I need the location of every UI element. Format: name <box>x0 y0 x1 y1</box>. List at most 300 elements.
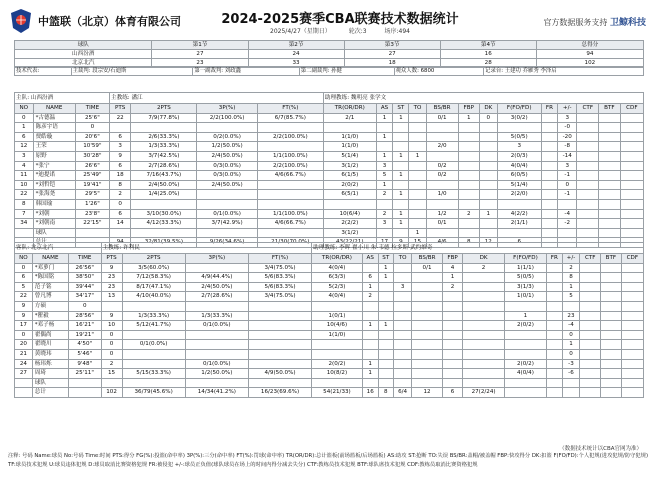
stat-cell <box>409 209 426 219</box>
player-name: *迪提诺 <box>33 171 75 181</box>
stat-cell: 6 <box>15 132 34 142</box>
stat-cell: 7/12(58.3%) <box>122 273 185 283</box>
stat-cell <box>378 311 393 321</box>
stat-cell: 2(2/2) <box>323 219 376 229</box>
stat-cell <box>601 263 622 273</box>
stat-cell <box>621 301 643 311</box>
stat-cell: 26'6" <box>75 161 109 171</box>
stat-cell <box>393 132 409 142</box>
stat-cell <box>541 228 557 238</box>
stat-cell: 9 <box>15 311 33 321</box>
player-row <box>15 282 644 292</box>
stat-cell: 4/6(66.7%) <box>257 171 323 181</box>
stat-cell: 0 <box>75 123 109 133</box>
stat-cell: 18 <box>110 171 131 181</box>
stat-cell: 2(0/2) <box>312 359 363 369</box>
player-name: 总计 <box>33 238 75 248</box>
stat-cell <box>248 359 311 369</box>
score-cell: 18 <box>344 59 440 68</box>
stat-cell <box>577 209 599 219</box>
stat-cell <box>497 228 541 238</box>
stat-cell <box>412 378 442 388</box>
stat-cell: 4/9(50.0%) <box>248 369 311 379</box>
stat-cell: 0/1 <box>426 113 458 123</box>
stat-cell <box>620 209 643 219</box>
column-header: AS <box>376 104 393 114</box>
column-header: +/- <box>562 254 580 264</box>
stat-cell <box>580 292 601 302</box>
stat-cell: -20 <box>558 132 577 142</box>
stat-cell <box>480 190 498 200</box>
report-header <box>0 0 660 40</box>
stat-cell <box>541 113 557 123</box>
official-cell: 记录台: 王建功 乔雁秀 李泽启 <box>484 67 644 76</box>
stat-cell: 1/2 <box>426 209 458 219</box>
stat-cell: 9 <box>15 301 33 311</box>
stat-cell: 12 <box>480 238 498 248</box>
stat-cell: 0/1 <box>426 219 458 229</box>
column-header: PTS <box>101 254 122 264</box>
stat-cell <box>621 369 643 379</box>
stat-cell <box>426 180 458 190</box>
stat-cell: 2 <box>362 292 378 302</box>
column-header: BS/BR <box>426 104 458 114</box>
player-row <box>15 113 644 123</box>
stat-cell <box>577 142 599 152</box>
stat-cell <box>599 180 621 190</box>
stat-cell <box>362 301 378 311</box>
stat-cell <box>376 199 393 209</box>
stat-cell: 1 <box>378 273 393 283</box>
stat-cell: 1(1/0) <box>312 330 363 340</box>
stat-cell <box>599 123 621 133</box>
column-header: FR <box>541 104 557 114</box>
stat-cell <box>323 199 376 209</box>
stat-cell: 11 <box>15 171 34 181</box>
column-header: 2PTS <box>131 104 197 114</box>
stat-cell <box>409 123 426 133</box>
stat-cell <box>442 311 463 321</box>
stat-cell: 1 <box>376 180 393 190</box>
stat-cell <box>621 359 643 369</box>
stat-cell <box>599 190 621 200</box>
stat-cell <box>393 340 411 350</box>
stat-cell: 1 <box>376 151 393 161</box>
stat-cell <box>362 349 378 359</box>
score-cell: 24 <box>248 50 344 59</box>
stat-cell <box>480 219 498 229</box>
stat-cell <box>257 123 323 133</box>
stat-cell <box>547 311 562 321</box>
stat-cell <box>577 161 599 171</box>
column-header: BTF <box>601 254 622 264</box>
stat-cell: 0/2 <box>426 161 458 171</box>
stat-cell <box>393 321 411 331</box>
stat-cell: 1 <box>393 190 409 200</box>
stat-cell <box>248 330 311 340</box>
stat-cell <box>580 273 601 283</box>
stat-cell: 23 <box>101 282 122 292</box>
legend <box>8 452 656 470</box>
stat-cell: 27(2/24) <box>463 388 504 398</box>
stat-cell: 2/4(50.0%) <box>197 151 257 161</box>
stat-cell: 26'56" <box>68 263 101 273</box>
stat-cell <box>393 330 411 340</box>
stat-cell: 1/4(25.0%) <box>131 190 197 200</box>
stat-cell <box>541 161 557 171</box>
stat-cell <box>257 199 323 209</box>
stat-cell: 10(6/4) <box>323 209 376 219</box>
stat-cell: 5/6(83.3%) <box>248 273 311 283</box>
stat-cell: 1 <box>378 321 393 331</box>
player-row <box>15 142 644 152</box>
stat-cell: 1 <box>442 273 463 283</box>
stat-cell <box>504 388 546 398</box>
stat-cell <box>248 321 311 331</box>
player-row <box>15 349 644 359</box>
stat-cell: 1(0/1) <box>312 311 363 321</box>
stat-cell <box>621 273 643 283</box>
stat-cell <box>577 228 599 238</box>
column-header: ST <box>393 104 409 114</box>
player-row <box>15 132 644 142</box>
team-name: 北京北汽 <box>15 59 152 68</box>
stat-cell: 6 <box>497 238 541 248</box>
stat-cell <box>601 340 622 350</box>
player-row <box>15 311 644 321</box>
player-row <box>15 209 644 219</box>
official-cell: 第二副裁判: 孙健 <box>299 67 394 76</box>
stat-cell <box>426 151 458 161</box>
stat-cell <box>426 123 458 133</box>
official-cell: 主裁判: 段宗安/石迪斯 <box>71 67 193 76</box>
stat-cell: 2/7(28.6%) <box>131 161 197 171</box>
stat-cell: 0/1(0.0%) <box>185 359 248 369</box>
stat-cell: 5/6(83.3%) <box>248 282 311 292</box>
stat-cell: 3 <box>110 142 131 152</box>
column-header: FBP <box>442 254 463 264</box>
stat-cell: 7/9(77.8%) <box>131 113 197 123</box>
stat-cell <box>110 228 131 238</box>
stat-cell <box>442 301 463 311</box>
player-name: 曾凡博 <box>32 292 68 302</box>
stat-cell: 6/4 <box>393 388 411 398</box>
stat-cell: 6 <box>110 132 131 142</box>
column-header: 2PTS <box>122 254 185 264</box>
stat-cell <box>393 311 411 321</box>
stat-cell <box>248 301 311 311</box>
score-cell: 27 <box>344 50 440 59</box>
column-header: NO <box>15 254 33 264</box>
stat-cell: 3(1/2) <box>323 161 376 171</box>
stat-cell: 4/12(33.3%) <box>131 219 197 229</box>
column-header: BTF <box>599 104 621 114</box>
stat-cell: 10(8/2) <box>312 369 363 379</box>
stat-cell: 9 <box>101 263 122 273</box>
stat-cell: 2(1/1) <box>497 219 541 229</box>
stat-cell <box>504 340 546 350</box>
stat-cell: 4 <box>15 161 34 171</box>
stat-cell: 1 <box>409 151 426 161</box>
stat-cell: 2(0/3) <box>497 151 541 161</box>
stat-cell <box>362 311 378 321</box>
stat-cell <box>458 132 480 142</box>
stat-cell: 3 <box>497 142 541 152</box>
stat-cell: 14/34(41.2%) <box>185 388 248 398</box>
stat-cell <box>393 359 411 369</box>
stat-cell <box>580 388 601 398</box>
stat-cell <box>458 171 480 181</box>
player-name: *陈国铭 <box>32 273 68 283</box>
stat-cell <box>541 180 557 190</box>
stat-cell <box>621 292 643 302</box>
stat-cell <box>547 378 562 388</box>
stat-cell: -4 <box>558 209 577 219</box>
stat-cell <box>562 388 580 398</box>
stat-cell <box>185 340 248 350</box>
stat-cell: 36/79(45.6%) <box>122 388 185 398</box>
stat-cell: 4(0/4) <box>312 292 363 302</box>
game-meta <box>220 26 460 35</box>
stat-cell <box>68 388 101 398</box>
stat-cell: -6 <box>562 369 580 379</box>
stat-cell <box>412 311 442 321</box>
player-row <box>15 263 644 273</box>
stat-cell: 8 <box>15 199 34 209</box>
player-row <box>15 190 644 200</box>
stat-cell <box>122 349 185 359</box>
stat-cell <box>463 330 504 340</box>
stat-cell: 6(0/5) <box>497 171 541 181</box>
head-coach: 主教练: 潘江 <box>110 93 324 104</box>
stat-cell: 43(22/21) <box>323 238 376 248</box>
stat-cell: 17 <box>15 321 33 331</box>
game-date: 2025/4/27（星期日） <box>270 28 331 35</box>
stat-cell: 3/7(42.5%) <box>131 151 197 161</box>
stat-cell: 5/12(41.7%) <box>122 321 185 331</box>
stat-cell: 9 <box>101 311 122 321</box>
stat-cell: 0 <box>15 330 33 340</box>
stat-cell: 1 <box>562 340 580 350</box>
stat-cell: 3 <box>376 219 393 229</box>
stat-cell <box>620 151 643 161</box>
stat-cell <box>620 123 643 133</box>
stat-cell <box>558 199 577 209</box>
stat-cell <box>412 330 442 340</box>
stat-cell <box>442 292 463 302</box>
stat-cell <box>463 378 504 388</box>
stat-cell: 15 <box>101 369 122 379</box>
player-row <box>15 151 644 161</box>
stat-cell <box>312 378 363 388</box>
legend-line-2: TF:球员技术犯规 U:球员违体犯规 D:球员取消比赛资格犯规 FR:被侵犯 +/-:球员正负值(球队球员在场上的时间内得分减去失分) CTF:教练员技术犯规 BTF:球队席技术犯规 CDF:教练员取消比赛资格犯规 <box>8 462 478 468</box>
column-header-row <box>15 254 644 264</box>
stat-cell <box>257 142 323 152</box>
stat-cell: 0 <box>480 113 498 123</box>
stat-cell <box>620 219 643 229</box>
stat-cell: 2(0/2) <box>504 321 546 331</box>
stat-cell: 0 <box>562 330 580 340</box>
player-name: *邓子杨 <box>32 321 68 331</box>
stat-cell <box>376 228 393 238</box>
stat-cell <box>601 311 622 321</box>
stat-cell: 2(2/0) <box>497 190 541 200</box>
stat-cell <box>580 321 601 331</box>
quarter-score-table <box>14 40 644 68</box>
stat-cell <box>442 321 463 331</box>
stat-cell <box>577 151 599 161</box>
stat-cell: 39'44" <box>68 282 101 292</box>
stat-cell <box>248 349 311 359</box>
stat-cell: 28'56" <box>68 311 101 321</box>
stat-cell <box>580 263 601 273</box>
stat-cell <box>480 171 498 181</box>
stat-cell: -8 <box>558 142 577 152</box>
stat-cell <box>442 340 463 350</box>
stat-cell: 19'41" <box>75 180 109 190</box>
stat-cell: 2/0 <box>426 142 458 152</box>
stat-cell <box>458 219 480 229</box>
stat-cell <box>378 359 393 369</box>
stat-cell: 25'11" <box>68 369 101 379</box>
score-cell: 33 <box>248 59 344 68</box>
stat-cell <box>393 161 409 171</box>
stat-cell <box>442 359 463 369</box>
stat-cell <box>376 123 393 133</box>
stat-cell <box>101 301 122 311</box>
stat-cell <box>541 132 557 142</box>
stat-cell: -1 <box>558 190 577 200</box>
assistant-coaches: 助理教练: 魏明亮 张学文 <box>323 93 643 104</box>
player-row <box>15 321 644 331</box>
stat-cell: 2/1 <box>323 113 376 123</box>
stat-cell <box>601 378 622 388</box>
stat-cell: 5 <box>562 292 580 302</box>
stat-cell: 3/7(42.9%) <box>197 219 257 229</box>
stat-cell: 3 <box>15 151 34 161</box>
stat-cell <box>547 282 562 292</box>
column-header: TIME <box>75 104 109 114</box>
stat-cell: 1(1/0) <box>323 132 376 142</box>
stat-cell <box>541 209 557 219</box>
stat-cell <box>599 142 621 152</box>
officials-row <box>15 67 644 76</box>
away-team-box-score <box>14 242 644 398</box>
stat-cell: 8 <box>110 180 131 190</box>
stat-cell: 12 <box>412 388 442 398</box>
team-label: 客队: 北京北汽 <box>15 243 102 254</box>
stat-cell: 0 <box>101 330 122 340</box>
stat-cell: 16 <box>362 388 378 398</box>
stat-cell <box>312 340 363 350</box>
stat-cell: 0 <box>68 301 101 311</box>
stat-cell <box>323 123 376 133</box>
team-header-row <box>15 93 644 104</box>
stat-cell <box>601 369 622 379</box>
stat-cell: 54(21/33) <box>312 388 363 398</box>
score-cell: 16 <box>440 50 536 59</box>
stat-cell <box>547 349 562 359</box>
stat-cell: 2 <box>442 282 463 292</box>
stat-cell: 16/23(69.6%) <box>248 388 311 398</box>
player-row <box>15 219 644 229</box>
column-header: PTS <box>110 104 131 114</box>
stat-cell: 1/3(33.3%) <box>122 311 185 321</box>
column-header: NO <box>15 104 34 114</box>
stat-cell <box>601 330 622 340</box>
stat-cell: 5 <box>376 171 393 181</box>
stat-cell: 2/4(50.0%) <box>185 282 248 292</box>
player-name: 翟晓川 <box>32 340 68 350</box>
stat-cell <box>621 340 643 350</box>
stat-cell: 8 <box>378 388 393 398</box>
game-round: 轮次:3 <box>348 28 367 35</box>
stat-cell <box>547 292 562 302</box>
stat-cell <box>621 388 643 398</box>
stat-cell: 1/0 <box>426 190 458 200</box>
stat-cell: 20 <box>15 340 33 350</box>
stat-cell: 19'21" <box>68 330 101 340</box>
stat-cell: 13 <box>101 292 122 302</box>
stat-cell: 5(2/3) <box>312 282 363 292</box>
column-header: TR(OR/DR) <box>312 254 363 264</box>
stat-cell <box>621 263 643 273</box>
stat-cell <box>426 228 458 238</box>
stat-cell: 4 <box>442 263 463 273</box>
stat-cell <box>580 301 601 311</box>
column-header: FT(%) <box>257 104 323 114</box>
stat-cell: 22'15" <box>75 219 109 229</box>
player-row <box>15 330 644 340</box>
stat-cell: 8 <box>458 238 480 248</box>
cba-logo-icon <box>10 8 32 34</box>
stat-cell <box>110 123 131 133</box>
stat-cell: 1 <box>393 209 409 219</box>
stat-cell: 20'6" <box>75 132 109 142</box>
stat-cell: 3 <box>376 161 393 171</box>
stat-cell: 2/4(50.0%) <box>197 180 257 190</box>
stat-cell <box>463 282 504 292</box>
player-name: 翟偶尚 <box>32 330 68 340</box>
column-header: TR(OR/DR) <box>323 104 376 114</box>
stat-cell: 1 <box>376 132 393 142</box>
stat-cell: 4(0/4) <box>312 263 363 273</box>
stat-cell <box>197 228 257 238</box>
stat-cell <box>197 123 257 133</box>
column-header: TO <box>393 254 411 264</box>
stat-cell <box>621 311 643 321</box>
player-row <box>15 378 644 388</box>
player-row <box>15 228 644 238</box>
stat-cell <box>541 142 557 152</box>
stat-cell <box>541 199 557 209</box>
stat-cell: 0/3(0.0%) <box>197 161 257 171</box>
stat-cell <box>412 359 442 369</box>
stat-cell: 6/7(85.7%) <box>257 113 323 123</box>
stat-cell: 9/26(34.6%) <box>197 238 257 248</box>
column-header: 第4节 <box>440 41 536 50</box>
stat-cell: 6 <box>442 388 463 398</box>
stat-cell: 1'26" <box>75 199 109 209</box>
stat-cell: 6(5/1) <box>323 190 376 200</box>
stat-cell: 1 <box>362 282 378 292</box>
stat-cell: 2 <box>562 263 580 273</box>
stat-cell: 0/1(0.0%) <box>185 321 248 331</box>
stat-cell <box>601 273 622 283</box>
organization-name: 中篮联（北京）体育有限公司 <box>38 15 181 28</box>
column-header-row <box>15 104 644 114</box>
stat-cell <box>504 301 546 311</box>
